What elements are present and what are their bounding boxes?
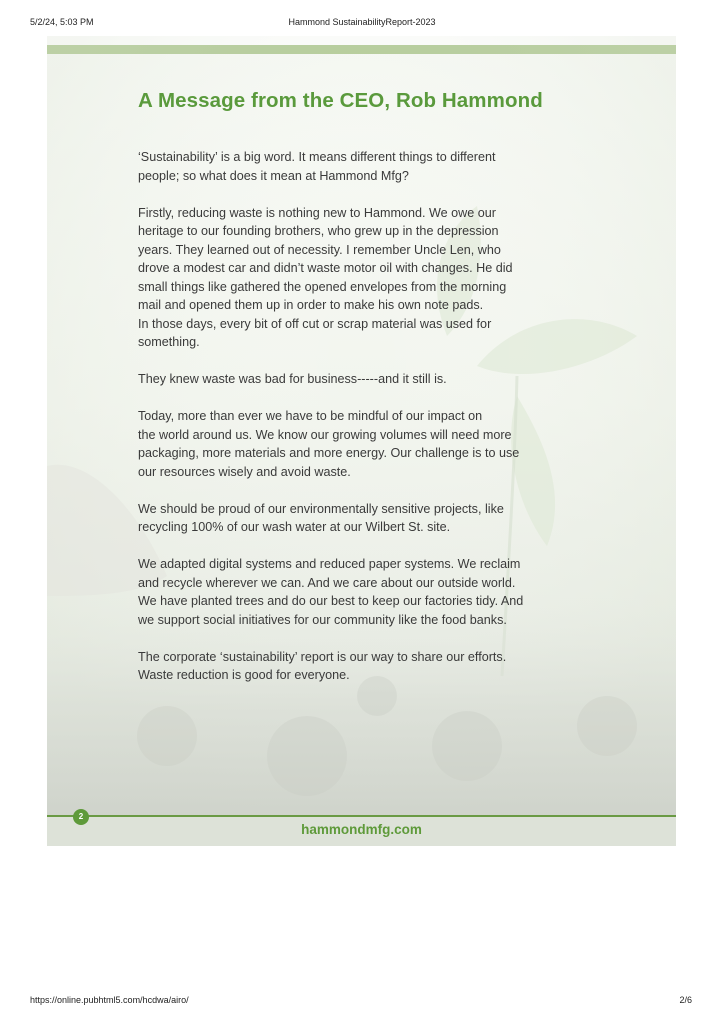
paragraph-line: drove a modest car and didn’t waste motor oil with changes. He did <box>138 261 513 275</box>
footer-divider <box>47 815 676 817</box>
paragraph-line: ‘Sustainability’ is a big word. It means different things to different <box>138 150 496 164</box>
paragraph-line: recycling 100% of our wash water at our Wilbert St. site. <box>138 520 451 534</box>
paragraph-line: people; so what does it mean at Hammond Mfg? <box>138 168 409 183</box>
paragraph-line: and recycle wherever we can. And we care about our outside world. <box>138 575 516 590</box>
message-paragraph <box>138 648 608 685</box>
print-page-count: 2/6 <box>679 995 692 1005</box>
paragraph-line: We should be proud of our environmentally sensitive projects, like <box>138 501 504 516</box>
print-doc-title: Hammond SustainabilityReport-2023 <box>288 17 436 27</box>
print-header <box>0 17 724 31</box>
paragraph-line: Waste reduction is good for everyone. <box>138 668 350 682</box>
paragraph-line: packaging, more materials and more energy. Our challenge is to use <box>138 446 520 460</box>
print-url: https://online.pubhtml5.com/hcdwa/airo/ <box>30 995 189 1005</box>
message-paragraph <box>138 370 608 389</box>
paragraph-line: Today, more than ever we have to be mindful of our impact on <box>138 409 483 423</box>
message-paragraph <box>138 204 608 352</box>
paragraph-line: Firstly, reducing waste is nothing new to Hammond. We owe our <box>138 205 496 220</box>
paragraph-line: the world around us. We know our growing volumes will need more <box>138 427 512 442</box>
paragraph-line: The corporate ‘sustainability’ report is our way to share our efforts. <box>138 649 507 664</box>
paragraph-line: We have planted trees and do our best to keep our factories tidy. And <box>138 594 524 608</box>
page-title: A Message from the CEO, Rob Hammond <box>138 89 543 112</box>
paragraph-line: our resources wisely and avoid waste. <box>138 464 351 479</box>
paragraph-line: we support social initiatives for our community like the food banks. <box>138 612 507 627</box>
print-footer <box>0 995 724 1009</box>
paragraph-line: We adapted digital systems and reduced paper systems. We reclaim <box>138 557 521 571</box>
paragraph-line: They knew waste was bad for business-----and it still is. <box>138 372 447 386</box>
message-paragraph <box>138 407 608 481</box>
paragraph-line: mail and opened them up in order to make his own note pads. <box>138 298 484 312</box>
page-number-badge: 2 <box>73 809 89 825</box>
paragraph-line: something. <box>138 335 200 349</box>
paragraph-line: In those days, every bit of off cut or scrap material was used for <box>138 316 492 331</box>
message-paragraph <box>138 500 608 537</box>
print-datetime: 5/2/24, 5:03 PM <box>30 17 94 27</box>
footer-website: hammondmfg.com <box>301 822 422 837</box>
paragraph-line: small things like gathered the opened envelopes from the morning <box>138 279 507 294</box>
message-paragraph <box>138 148 608 185</box>
paragraph-line: years. They learned out of necessity. I remember Uncle Len, who <box>138 242 501 257</box>
paragraph-line: heritage to our founding brothers, who grew up in the depression <box>138 224 499 238</box>
report-page <box>47 36 676 846</box>
message-paragraph <box>138 555 608 629</box>
ceo-message-body <box>138 148 608 703</box>
